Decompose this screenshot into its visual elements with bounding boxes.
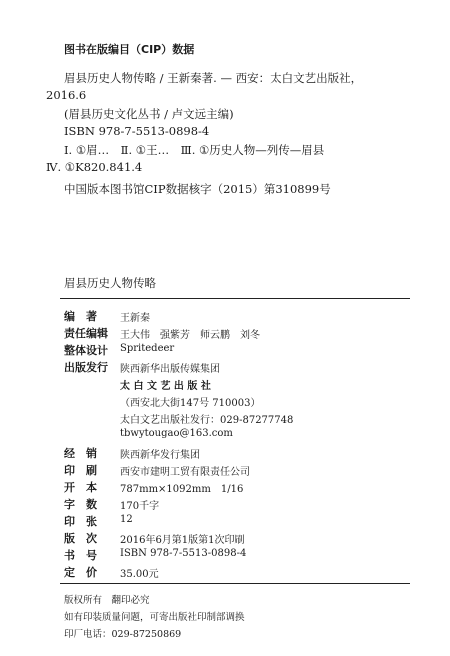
cip-line-6: Ⅳ. ①K820.841.4 [46, 160, 143, 174]
bottom-divider [60, 583, 410, 584]
editor-value: 王大伟 强紫芳 师云鹏 刘冬 [120, 330, 260, 341]
words-value: 170千字 [120, 501, 160, 512]
publisher-label: 出版发行 [64, 361, 108, 374]
edition-label: 版 次 [64, 532, 97, 545]
cip-line-5: Ⅰ. ①眉… Ⅱ. ①王… Ⅲ. ①历史人物—列传—眉县 [64, 143, 325, 157]
price-label: 定 价 [64, 566, 97, 579]
editor-label: 责任编辑 [64, 327, 108, 340]
author-value: 王新秦 [120, 313, 150, 324]
author-label: 编 著 [64, 310, 97, 323]
isbn-value: ISBN 978-7-5513-0898-4 [120, 548, 247, 559]
publisher-phone: 太白文艺出版社发行：029-87277748 [120, 415, 294, 426]
printer-label: 印 刷 [64, 464, 97, 477]
format-label: 开 本 [64, 481, 97, 494]
publisher-address: （西安北大街147号 710003） [120, 398, 261, 409]
design-label: 整体设计 [64, 344, 108, 357]
top-divider [60, 298, 410, 299]
publisher-value-1: 陕西新华出版传媒集团 [120, 364, 220, 375]
rights-notice: 版权所有 翻印必究 [64, 595, 150, 606]
distributor-value: 陕西新华发行集团 [120, 450, 200, 461]
sheets-value: 12 [120, 514, 133, 525]
cip-line-4: ISBN 978-7-5513-0898-4 [64, 124, 210, 138]
print-phone: 印厂电话：029-87250869 [64, 629, 182, 640]
cip-line-1: 眉县历史人物传略 / 王新秦著. — 西安：太白文艺出版社， [64, 71, 363, 85]
price-value: 35.00元 [120, 569, 159, 580]
cip-line-7: 中国版本图书馆CIP数据核字（2015）第310899号 [64, 182, 331, 196]
cip-title: 图书在版编目（CIP）数据 [64, 43, 195, 56]
distributor-label: 经 销 [64, 447, 97, 460]
publisher-email: tbwytougao@163.com [120, 428, 233, 439]
edition-value: 2016年6月第1版第1次印刷 [120, 535, 245, 546]
format-value: 787mm×1092mm 1/16 [120, 484, 244, 495]
isbn-label: 书 号 [64, 549, 97, 562]
quality-notice: 如有印装质量问题，可寄出版社印制部调换 [64, 612, 245, 623]
cip-line-3: (眉县历史文化丛书 / 卢文远主编) [64, 107, 234, 121]
cip-line-2: 2016.6 [46, 88, 87, 102]
design-value: Spritedeer [120, 343, 175, 354]
publisher-value-2: 太 白 文 艺 出 版 社 [120, 381, 211, 392]
printer-value: 西安市建明工贸有限责任公司 [120, 467, 250, 478]
words-label: 字 数 [64, 498, 97, 511]
book-title: 眉县历史人物传略 [64, 276, 156, 290]
sheets-label: 印 张 [64, 515, 97, 528]
